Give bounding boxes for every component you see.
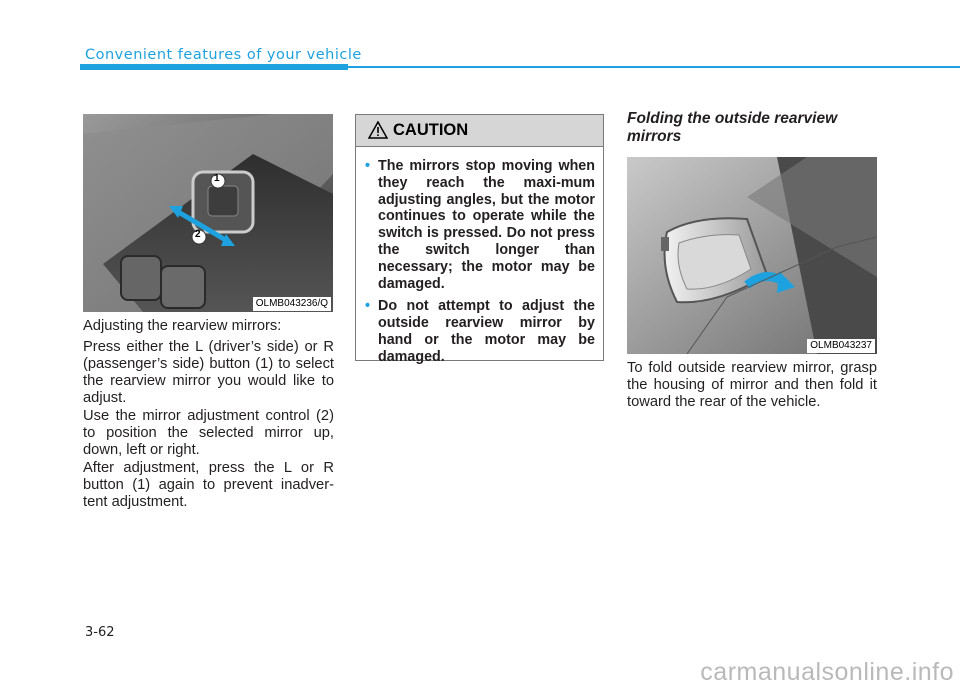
page-number: 3-62 (85, 625, 115, 640)
caution-header (356, 115, 603, 147)
folding-mirror-photo (627, 157, 877, 354)
caution-item-text: Do not attempt to adjust the outside rearview mirror by hand or the motor may be damaged. (378, 298, 595, 365)
caution-title: CAUTION (393, 121, 469, 139)
section-heading: Folding the outside rearview mirrors (627, 110, 838, 145)
mirror-switch-photo (83, 114, 333, 312)
watermark-link[interactable]: carmanualsonline.info (700, 658, 954, 686)
figure-caption: OLMB043236/Q (253, 297, 331, 311)
caution-list (356, 147, 603, 366)
caution-item (365, 158, 595, 292)
section-title: Convenient features of your vehicle (85, 47, 362, 63)
mirror-switch-illustration (83, 114, 333, 312)
caution-item (365, 298, 595, 365)
caution-item-text: The mirrors stop moving when they reach the maxi-mum adjusting angles, but the motor continues to operate while the switch is pressed. Do not press the switch longer than necessary; the motor may be damaged. (378, 158, 595, 292)
callout-number-1: 1 (214, 173, 220, 184)
paragraph-intro: Adjusting the rearview mirrors: (83, 318, 282, 334)
folding-mirror-illustration (627, 157, 877, 354)
paragraph-after-adjustment: After adjustment, press the L or R button (1) again to prevent inadver-tent adjustment. (83, 460, 334, 510)
callout-number-2: 2 (195, 229, 201, 240)
figure-caption: OLMB043237 (807, 339, 875, 353)
paragraph-select-mirror: Press either the L (driver’s side) or R (passenger’s side) button (1) to select the rearview mirror you would like to adjust. (83, 339, 334, 406)
warning-triangle-icon (368, 121, 388, 139)
paragraph-adjust-control: Use the mirror adjustment control (2) to position the selected mirror up, down, left or right. (83, 408, 334, 458)
bullet-icon: • (365, 158, 371, 174)
caution-box (355, 114, 604, 365)
paragraph-fold-mirror: To fold outside rearview mirror, grasp the housing of mirror and then fold it toward the rear of the vehicle. (627, 360, 877, 410)
bullet-icon: • (365, 298, 371, 315)
header-tab-bar (80, 64, 348, 70)
